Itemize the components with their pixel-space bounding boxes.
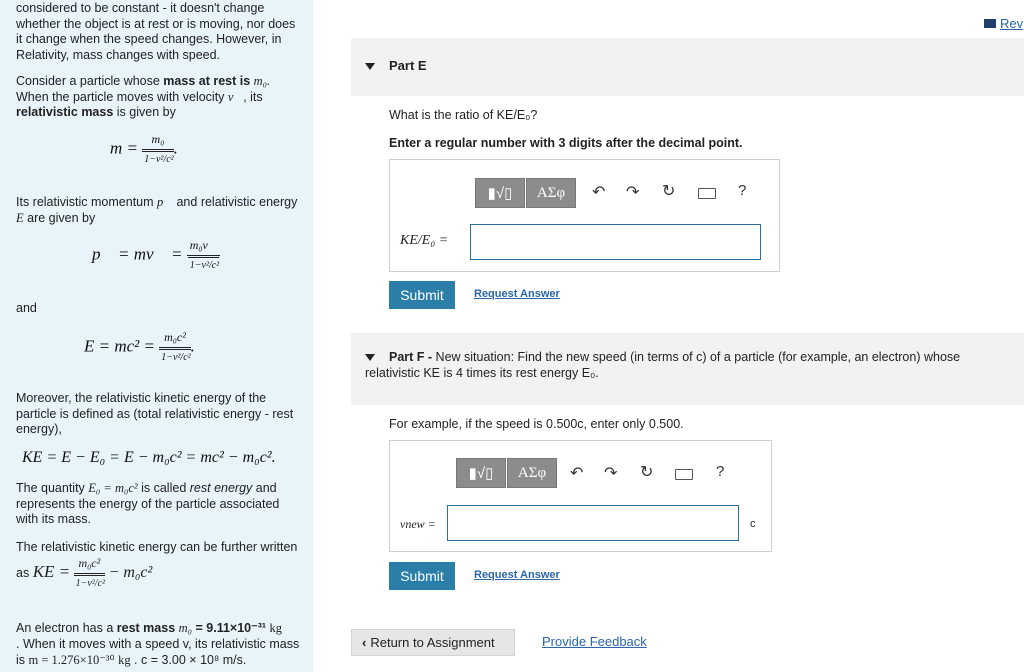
undo-icon[interactable]: ↶ xyxy=(570,465,584,482)
part-f-submit-button[interactable]: Submit xyxy=(389,562,455,590)
momentum-equation: p⃗ = mv⃗ = $\frac{\text{m₀v⃗}}{\text{1−v²/c²}}$ xyxy=(92,238,220,273)
momentum-paragraph: Its relativistic momentum p⃗ and relativistic energy E are given by xyxy=(16,195,298,225)
templates-button[interactable]: ▮√▯ xyxy=(456,458,506,488)
part-f-example: For example, if the speed is 0.500c, enter only 0.500. xyxy=(389,417,684,431)
templates-button[interactable]: ▮√▯ xyxy=(475,178,525,208)
ke-definition: Moreover, the relativistic kinetic energy of the particle is defined as (total relativistic energy - rest energy), xyxy=(16,391,294,436)
ke-equation: KE = E − E₀ = E − m₀c² = mc² − m₀c². xyxy=(22,449,276,466)
collapse-triangle-icon xyxy=(365,354,375,361)
review-link[interactable]: Rev xyxy=(984,16,1023,31)
consider-paragraph: Consider a particle whose mass at rest is m₀. When the particle moves with velocity v⃗, its relativistic mass is given by xyxy=(16,74,271,119)
ke-ratio-label: KE/E₀ = xyxy=(400,233,449,248)
and-text: and xyxy=(16,301,37,315)
part-e-question: What is the ratio of KE/E₀? xyxy=(389,108,538,122)
greek-symbols-button[interactable]: ΑΣφ xyxy=(507,458,557,488)
help-button[interactable]: ? xyxy=(716,463,725,480)
help-button[interactable]: ? xyxy=(738,182,747,199)
keyboard-icon[interactable] xyxy=(675,469,693,480)
vnew-input[interactable] xyxy=(447,505,739,541)
left-info-panel xyxy=(0,0,313,672)
keyboard-icon[interactable] xyxy=(698,188,716,199)
reset-icon[interactable]: ↻ xyxy=(640,464,654,481)
redo-icon[interactable]: ↷ xyxy=(604,465,618,482)
part-e-instruction: Enter a regular number with 3 digits after the decimal point. xyxy=(389,136,743,150)
book-icon xyxy=(984,19,996,28)
mass-equation: m = $\frac{\text{m₀}}{\text{1−v²/c²}}$ . xyxy=(110,132,178,167)
vnew-unit: c xyxy=(750,518,756,530)
ke-expanded-equation: as KE = $\frac{\text{m₀c²}}{\text{1−v²/c²}}$ − m₀c² xyxy=(16,556,301,591)
reset-icon[interactable]: ↻ xyxy=(662,183,676,200)
vnew-label: vnew = xyxy=(400,517,436,531)
greek-symbols-button[interactable]: ΑΣφ xyxy=(526,178,576,208)
redo-icon[interactable]: ↷ xyxy=(626,184,640,201)
collapse-triangle-icon xyxy=(365,63,375,70)
part-e-header[interactable]: Part E xyxy=(351,38,1024,96)
part-f-answer-box xyxy=(389,440,772,552)
rest-energy-paragraph: The quantity E₀ = m₀c² is called rest energy and represents the energy of the particle associated with its mass. xyxy=(16,481,280,526)
intro-paragraph: considered to be constant - it doesn't change whether the object is at rest or is moving, nor does it change when the speed changes. However, in Relativity, mass changes with speed. xyxy=(16,1,296,62)
ke-ratio-input[interactable] xyxy=(470,224,761,260)
part-f-header[interactable]: Part F - New situation: Find the new speed (in terms of c) of a particle (for example, an electron) whose relativistic KE is 4 times its rest energy E₀. xyxy=(351,333,1024,405)
return-to-assignment-button[interactable]: ‹ Return to Assignment xyxy=(351,629,515,656)
chevron-left-icon: ‹ xyxy=(362,635,367,650)
part-f-request-answer-link[interactable]: Request Answer xyxy=(474,569,560,581)
provide-feedback-link[interactable]: Provide Feedback xyxy=(542,634,647,649)
electron-paragraph: An electron has a rest mass m₀ = 9.11×10⁻³¹ kg . When it moves with a speed v, its relativistic mass is m = 1.276×10⁻³⁰ kg . c = 3.00 × 10⁸ m/s. xyxy=(16,621,300,667)
part-e-answer-box xyxy=(389,159,780,272)
undo-icon[interactable]: ↶ xyxy=(592,184,606,201)
part-e-request-answer-link[interactable]: Request Answer xyxy=(474,288,560,300)
ke-further-text: The relativistic kinetic energy can be further written xyxy=(16,540,298,554)
energy-equation: E = mc² = $\frac{\text{m₀c²}}{\text{1−v²/c²}}$ . xyxy=(84,330,195,365)
part-e-submit-button[interactable]: Submit xyxy=(389,281,455,309)
